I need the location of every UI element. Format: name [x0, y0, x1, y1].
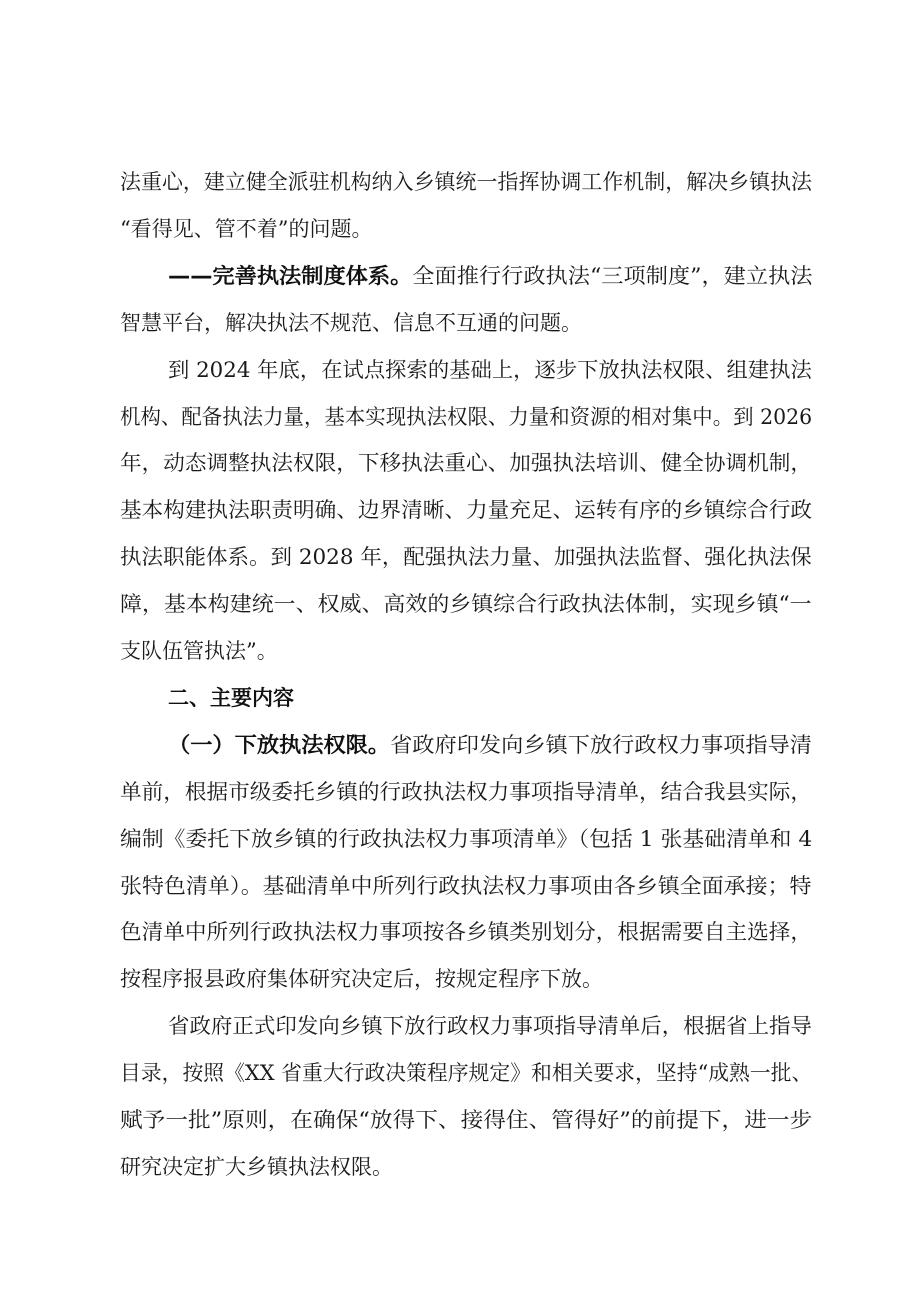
line-heading: ——完善执法制度体系。 — [168, 264, 413, 288]
section-heading-text: 二、主要内容 — [168, 686, 294, 710]
line-segment: 省政府印发向乡镇下放行政权力事项指导清 — [390, 733, 813, 757]
line-segment: 执法职能体系。到 2028 年，配强执法力量、加强执法监督、强化执法保 — [120, 545, 812, 569]
text-line — [120, 584, 812, 624]
text-line — [120, 772, 812, 812]
text-line — [120, 490, 812, 530]
text-line — [120, 819, 812, 859]
text-line — [120, 1147, 393, 1187]
text-line — [120, 912, 812, 952]
line-segment: 省政府正式印发向乡镇下放行政权力事项指导清单后，根据省上指导 — [168, 1014, 812, 1038]
line-segment: 编制《委托下放乡镇的行政执法权力事项清单》（包括 1 张基础清单和 4 — [120, 827, 813, 851]
line-segment: 障，基本构建统一、权威、高效的乡镇综合行政执法体制，实现乡镇“一 — [120, 592, 812, 616]
line-segment: 到 2024 年底，在试点探索的基础上，逐步下放执法权限、组建执法 — [168, 358, 812, 382]
line-segment: 法重心，建立健全派驻机构纳入乡镇统一指挥协调工作机制，解决乡镇执法 — [120, 170, 813, 194]
text-line — [168, 256, 813, 296]
line-segment: 按程序报县政府集体研究决定后，按规定程序下放。 — [120, 967, 603, 991]
text-line — [168, 725, 812, 765]
line-segment: 机构、配备执法力量，基本实现执法权限、力量和资源的相对集中。到 2026 — [120, 405, 813, 429]
text-line — [120, 1053, 812, 1093]
text-line — [120, 209, 372, 249]
line-segment: 单前，根据市级委托乡镇的行政执法权力事项指导清单，结合我县实际， — [120, 780, 813, 804]
line-segment: 全面推行行政执法“三项制度”，建立执法 — [412, 264, 813, 288]
text-line — [120, 866, 811, 906]
text-line — [168, 350, 812, 390]
line-segment: 研究决定扩大乡镇执法权限。 — [120, 1155, 393, 1179]
line-segment: 支队伍管执法”。 — [120, 639, 278, 663]
line-segment: 基本构建执法职责明确、边界清晰、力量充足、运转有序的乡镇综合行政 — [120, 498, 813, 522]
text-line — [120, 959, 603, 999]
text-line — [120, 1100, 812, 1140]
text-line — [120, 631, 278, 671]
line-segment: 色清单中所列行政执法权力事项按各乡镇类别划分，根据需要自主选择， — [120, 920, 813, 944]
line-segment: “看得见、管不着”的问题。 — [120, 217, 373, 241]
section-heading — [168, 678, 294, 718]
text-line — [168, 1006, 812, 1046]
line-segment: 年，动态调整执法权限，下移执法重心、加强执法培训、健全协调机制， — [120, 451, 813, 475]
text-line — [120, 397, 812, 437]
text-line — [120, 162, 812, 202]
line-segment: 张特色清单）。基础清单中所列行政执法权力事项由各乡镇全面承接；特 — [120, 874, 812, 898]
line-heading: （一）下放执法权限。 — [168, 733, 391, 757]
text-line — [120, 443, 812, 483]
text-line — [120, 303, 582, 343]
line-segment: 目录，按照《XX 省重大行政决策程序规定》和相关要求，坚持“成熟一批、 — [120, 1061, 813, 1085]
line-segment: 智慧平台，解决执法不规范、信息不互通的问题。 — [120, 311, 582, 335]
line-segment: 赋予一批”原则，在确保“放得下、接得住、管得好”的前提下，进一步 — [120, 1108, 813, 1132]
text-line — [120, 537, 812, 577]
